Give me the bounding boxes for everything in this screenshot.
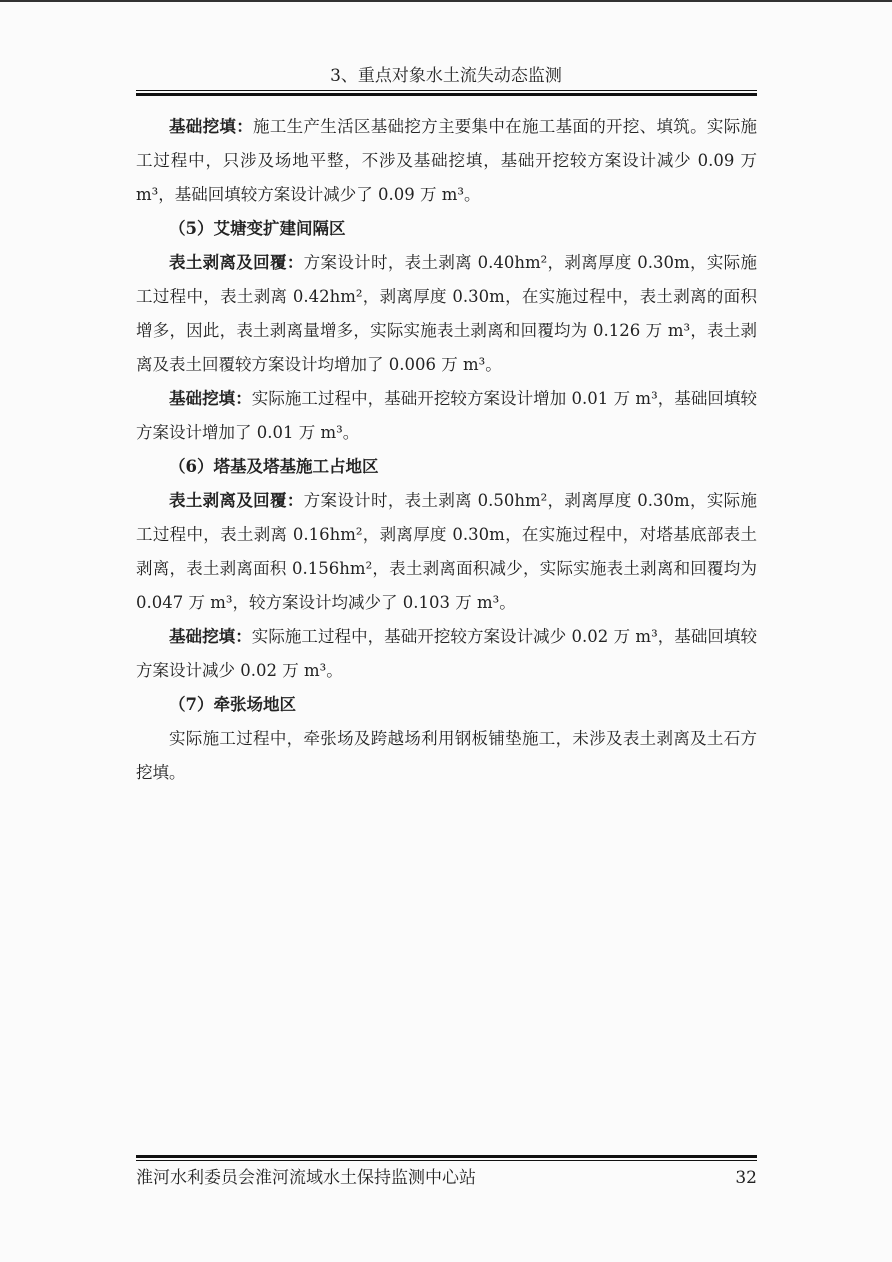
- document-body: [136, 110, 757, 790]
- footer-organization: 淮河水利委员会淮河流域水土保持监测中心站: [136, 1168, 476, 1188]
- paragraph-topsoil-stripping-5: 表土剥离及回覆：方案设计时，表土剥离 0.40hm²，剥离厚度 0.30m，实际施工过程中，表土剥离 0.42hm²，剥离厚度 0.30m，在实施过程中，表土剥离的面积增多，因此，表土剥离量增多，实际实施表土剥离和回覆均为 0.126 万 m³，表土剥离及表土回覆较方案设计均增加了 0.006 万 m³。: [136, 253, 758, 374]
- header-rule-bottom: [136, 93, 757, 96]
- paragraph-topsoil-stripping-6: 表土剥离及回覆：方案设计时，表土剥离 0.50hm²，剥离厚度 0.30m，实际施工过程中，表土剥离 0.16hm²，剥离厚度 0.30m，在实施过程中，对塔基底部表土剥离，表土剥离面积 0.156hm²，表土剥离面积减少，实际实施表土剥离和回覆均为 0.047 万 m³，较方案设计均减少了 0.103 万 m³。: [136, 491, 758, 612]
- footer-rule-bottom: [136, 1160, 757, 1161]
- page-header-title: 3、重点对象水土流失动态监测: [330, 66, 562, 86]
- paragraph-foundation-fill-6: 基础挖填：实际施工过程中，基础开挖较方案设计减少 0.02 万 m³，基础回填较方案设计减少 0.02 万 m³。: [136, 627, 758, 680]
- page-number: 32: [735, 1168, 757, 1188]
- paragraph-tension-site: 实际施工过程中，牵张场及跨越场利用钢板铺垫施工，未涉及表土剥离及土石方挖填。: [136, 729, 757, 782]
- section-heading-6: （6）塔基及塔基施工占地区: [169, 457, 379, 476]
- section-heading-7: （7）牵张场地区: [169, 695, 296, 714]
- footer-rule-top: [136, 1155, 757, 1158]
- page-top-edge: [0, 0, 892, 2]
- paragraph-foundation-fill-1: 基础挖填：施工生产生活区基础挖方主要集中在施工基面的开挖、填筑。实际施工过程中，只涉及场地平整，不涉及基础挖填，基础开挖较方案设计减少 0.09 万 m³，基础回填较方案设计减少了 0.09 万 m³。: [136, 117, 758, 204]
- paragraph-foundation-fill-5: 基础挖填：实际施工过程中，基础开挖较方案设计增加 0.01 万 m³，基础回填较方案设计增加了 0.01 万 m³。: [136, 389, 758, 442]
- header-rule-top: [136, 90, 757, 91]
- section-heading-5: （5）艾塘变扩建间隔区: [169, 219, 346, 238]
